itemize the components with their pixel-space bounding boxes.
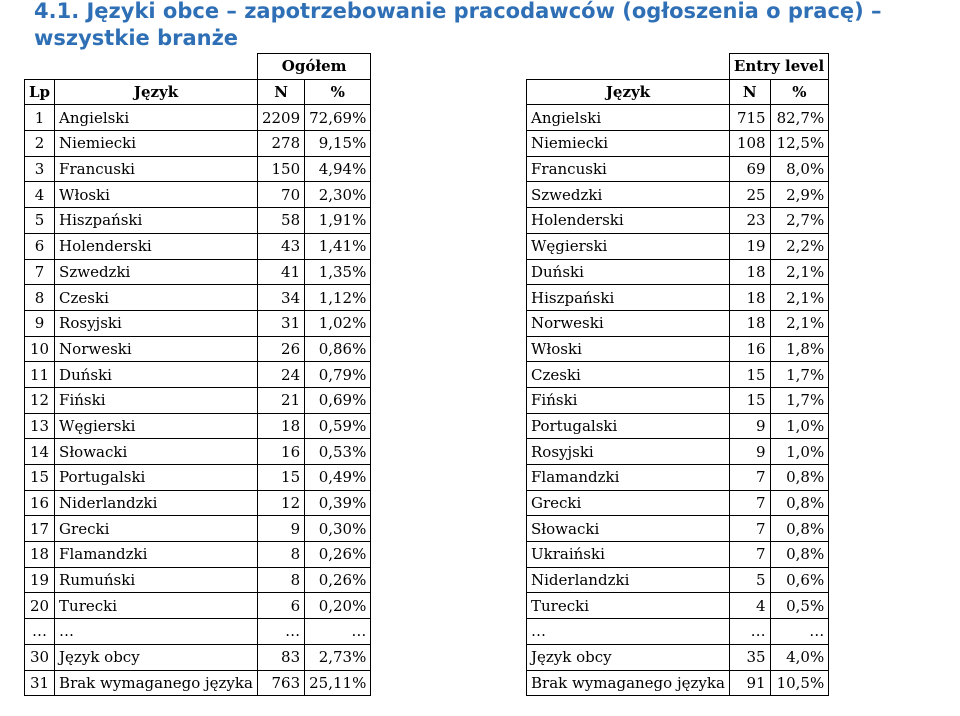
cell-percent: 82,7% bbox=[770, 105, 829, 131]
table-row bbox=[527, 182, 829, 208]
cell-percent: 1,7% bbox=[770, 362, 829, 388]
cell-language: Francuski bbox=[527, 156, 730, 182]
cell-percent: 0,8% bbox=[770, 516, 829, 542]
cell-percent: 9,15% bbox=[305, 131, 371, 157]
title-line-1: 4.1. Języki obce – zapotrzebowanie pracodawców (ogłoszenia o pracę) – bbox=[34, 0, 882, 23]
cell-language: Włoski bbox=[55, 182, 258, 208]
table-row bbox=[527, 208, 829, 234]
header-n: N bbox=[257, 79, 304, 105]
table-row bbox=[527, 131, 829, 157]
cell-lp: 3 bbox=[25, 156, 55, 182]
cell-n: 58 bbox=[257, 208, 304, 234]
cell-language: Duński bbox=[55, 362, 258, 388]
cell-n: 15 bbox=[729, 362, 770, 388]
cell-n: 24 bbox=[257, 362, 304, 388]
cell-n: 69 bbox=[729, 156, 770, 182]
table-row bbox=[25, 208, 371, 234]
cell-language: Turecki bbox=[55, 593, 258, 619]
cell-lp: 10 bbox=[25, 336, 55, 362]
cell-lp: 19 bbox=[25, 567, 55, 593]
cell-lp: 9 bbox=[25, 310, 55, 336]
cell-percent: 0,79% bbox=[305, 362, 371, 388]
cell-percent: 0,39% bbox=[305, 490, 371, 516]
table-row bbox=[25, 413, 371, 439]
cell-n: 18 bbox=[729, 259, 770, 285]
cell-n: … bbox=[729, 619, 770, 645]
cell-language: Hiszpański bbox=[55, 208, 258, 234]
cell-n: 9 bbox=[257, 516, 304, 542]
header-percent: % bbox=[305, 79, 371, 105]
cell-percent: 2,1% bbox=[770, 259, 829, 285]
cell-percent: 1,91% bbox=[305, 208, 371, 234]
cell-n: 43 bbox=[257, 233, 304, 259]
cell-n: 70 bbox=[257, 182, 304, 208]
cell-n: 5 bbox=[729, 567, 770, 593]
cell-percent: 0,59% bbox=[305, 413, 371, 439]
header-percent: % bbox=[770, 79, 829, 105]
cell-n: 18 bbox=[729, 310, 770, 336]
cell-n: 9 bbox=[729, 439, 770, 465]
table-row bbox=[25, 465, 371, 491]
table-row bbox=[527, 336, 829, 362]
cell-n: 26 bbox=[257, 336, 304, 362]
cell-n: 6 bbox=[257, 593, 304, 619]
cell-language: Brak wymaganego języka bbox=[55, 670, 258, 696]
cell-percent: 4,94% bbox=[305, 156, 371, 182]
cell-n: 19 bbox=[729, 233, 770, 259]
cell-language: Norweski bbox=[55, 336, 258, 362]
cell-language: … bbox=[527, 619, 730, 645]
table-row bbox=[25, 310, 371, 336]
table-row bbox=[527, 593, 829, 619]
cell-percent: 1,35% bbox=[305, 259, 371, 285]
cell-n: 31 bbox=[257, 310, 304, 336]
cell-n: 9 bbox=[729, 413, 770, 439]
cell-percent: … bbox=[770, 619, 829, 645]
cell-lp: 15 bbox=[25, 465, 55, 491]
table-row bbox=[527, 413, 829, 439]
cell-language: Niderlandzki bbox=[527, 567, 730, 593]
overall-table bbox=[24, 53, 371, 696]
table-row bbox=[527, 490, 829, 516]
cell-percent: 0,30% bbox=[305, 516, 371, 542]
column-header-row bbox=[25, 79, 371, 105]
cell-language: Szwedzki bbox=[527, 182, 730, 208]
cell-percent: 1,8% bbox=[770, 336, 829, 362]
group-header-row bbox=[527, 54, 829, 80]
table-row bbox=[25, 259, 371, 285]
cell-n: 8 bbox=[257, 542, 304, 568]
table-row bbox=[527, 670, 829, 696]
cell-percent: 0,20% bbox=[305, 593, 371, 619]
cell-percent: 1,12% bbox=[305, 285, 371, 311]
cell-language: Grecki bbox=[527, 490, 730, 516]
cell-percent: 2,30% bbox=[305, 182, 371, 208]
table-row bbox=[25, 233, 371, 259]
table-row bbox=[527, 285, 829, 311]
cell-language: Węgierski bbox=[55, 413, 258, 439]
cell-n: 8 bbox=[257, 567, 304, 593]
group-header-row bbox=[25, 54, 371, 80]
cell-language: Angielski bbox=[55, 105, 258, 131]
table-row bbox=[527, 387, 829, 413]
table-row bbox=[25, 182, 371, 208]
cell-lp: 20 bbox=[25, 593, 55, 619]
table-row bbox=[527, 619, 829, 645]
cell-percent: 2,7% bbox=[770, 208, 829, 234]
cell-n: 16 bbox=[729, 336, 770, 362]
title-line-2: wszystkie branże bbox=[34, 26, 239, 50]
cell-percent: 0,8% bbox=[770, 542, 829, 568]
table-row bbox=[527, 567, 829, 593]
cell-n: 16 bbox=[257, 439, 304, 465]
cell-n: 18 bbox=[729, 285, 770, 311]
cell-language: Czeski bbox=[55, 285, 258, 311]
table-row bbox=[25, 593, 371, 619]
cell-language: Portugalski bbox=[55, 465, 258, 491]
cell-n: 23 bbox=[729, 208, 770, 234]
cell-n: 15 bbox=[257, 465, 304, 491]
cell-language: Język obcy bbox=[55, 644, 258, 670]
cell-n: 7 bbox=[729, 542, 770, 568]
table-row bbox=[25, 619, 371, 645]
cell-n: 108 bbox=[729, 131, 770, 157]
cell-lp: … bbox=[25, 619, 55, 645]
cell-percent: 2,1% bbox=[770, 310, 829, 336]
table-row bbox=[527, 310, 829, 336]
cell-percent: 2,1% bbox=[770, 285, 829, 311]
cell-n: 715 bbox=[729, 105, 770, 131]
cell-n: 150 bbox=[257, 156, 304, 182]
cell-language: Brak wymaganego języka bbox=[527, 670, 730, 696]
cell-language: Holenderski bbox=[55, 233, 258, 259]
cell-language: Turecki bbox=[527, 593, 730, 619]
cell-language: … bbox=[55, 619, 258, 645]
table-row bbox=[25, 490, 371, 516]
cell-n: 83 bbox=[257, 644, 304, 670]
cell-n: 34 bbox=[257, 285, 304, 311]
cell-language: Słowacki bbox=[527, 516, 730, 542]
cell-percent: 0,6% bbox=[770, 567, 829, 593]
cell-language: Fiński bbox=[527, 387, 730, 413]
group-header-overall: Ogółem bbox=[257, 54, 370, 80]
cell-n: 4 bbox=[729, 593, 770, 619]
entry-level-table bbox=[526, 53, 829, 696]
table-row bbox=[527, 465, 829, 491]
cell-percent: 0,8% bbox=[770, 465, 829, 491]
cell-language: Słowacki bbox=[55, 439, 258, 465]
cell-percent: 0,8% bbox=[770, 490, 829, 516]
cell-language: Rosyjski bbox=[55, 310, 258, 336]
cell-percent: 0,69% bbox=[305, 387, 371, 413]
cell-percent: 0,53% bbox=[305, 439, 371, 465]
cell-n: 35 bbox=[729, 644, 770, 670]
cell-percent: 12,5% bbox=[770, 131, 829, 157]
cell-percent: 10,5% bbox=[770, 670, 829, 696]
header-language: Język bbox=[55, 79, 258, 105]
cell-percent: 1,41% bbox=[305, 233, 371, 259]
table-row bbox=[25, 439, 371, 465]
cell-language: Rosyjski bbox=[527, 439, 730, 465]
cell-n: 91 bbox=[729, 670, 770, 696]
cell-language: Węgierski bbox=[527, 233, 730, 259]
cell-lp: 11 bbox=[25, 362, 55, 388]
page-title bbox=[34, 0, 954, 52]
cell-language: Niderlandzki bbox=[55, 490, 258, 516]
cell-lp: 1 bbox=[25, 105, 55, 131]
cell-lp: 18 bbox=[25, 542, 55, 568]
cell-language: Flamandzki bbox=[55, 542, 258, 568]
table-row bbox=[527, 156, 829, 182]
header-n: N bbox=[729, 79, 770, 105]
cell-language: Holenderski bbox=[527, 208, 730, 234]
cell-percent: 0,5% bbox=[770, 593, 829, 619]
cell-percent: 0,26% bbox=[305, 542, 371, 568]
cell-language: Norweski bbox=[527, 310, 730, 336]
table-row bbox=[527, 105, 829, 131]
cell-lp: 6 bbox=[25, 233, 55, 259]
table-row bbox=[25, 670, 371, 696]
cell-n: 18 bbox=[257, 413, 304, 439]
cell-percent: 1,7% bbox=[770, 387, 829, 413]
cell-percent: 2,9% bbox=[770, 182, 829, 208]
table-row bbox=[527, 233, 829, 259]
column-header-row bbox=[527, 79, 829, 105]
cell-percent: 1,02% bbox=[305, 310, 371, 336]
cell-lp: 2 bbox=[25, 131, 55, 157]
cell-language: Rumuński bbox=[55, 567, 258, 593]
cell-percent: 25,11% bbox=[305, 670, 371, 696]
table-row bbox=[25, 387, 371, 413]
cell-n: 12 bbox=[257, 490, 304, 516]
cell-language: Włoski bbox=[527, 336, 730, 362]
cell-percent: … bbox=[305, 619, 371, 645]
cell-n: 41 bbox=[257, 259, 304, 285]
cell-lp: 8 bbox=[25, 285, 55, 311]
cell-language: Grecki bbox=[55, 516, 258, 542]
cell-percent: 1,0% bbox=[770, 439, 829, 465]
table-row bbox=[25, 516, 371, 542]
table-row bbox=[25, 362, 371, 388]
cell-lp: 16 bbox=[25, 490, 55, 516]
cell-lp: 30 bbox=[25, 644, 55, 670]
cell-percent: 0,49% bbox=[305, 465, 371, 491]
cell-language: Szwedzki bbox=[55, 259, 258, 285]
cell-lp: 14 bbox=[25, 439, 55, 465]
cell-n: 2209 bbox=[257, 105, 304, 131]
group-header-entry-level: Entry level bbox=[729, 54, 828, 80]
cell-n: 7 bbox=[729, 465, 770, 491]
table-row bbox=[527, 439, 829, 465]
table-row bbox=[25, 156, 371, 182]
cell-percent: 72,69% bbox=[305, 105, 371, 131]
cell-n: 15 bbox=[729, 387, 770, 413]
cell-language: Niemiecki bbox=[527, 131, 730, 157]
cell-percent: 4,0% bbox=[770, 644, 829, 670]
table-row bbox=[25, 336, 371, 362]
cell-lp: 4 bbox=[25, 182, 55, 208]
cell-language: Duński bbox=[527, 259, 730, 285]
cell-n: … bbox=[257, 619, 304, 645]
cell-n: 763 bbox=[257, 670, 304, 696]
cell-percent: 8,0% bbox=[770, 156, 829, 182]
cell-language: Czeski bbox=[527, 362, 730, 388]
cell-language: Niemiecki bbox=[55, 131, 258, 157]
cell-language: Angielski bbox=[527, 105, 730, 131]
cell-n: 25 bbox=[729, 182, 770, 208]
table-row bbox=[527, 259, 829, 285]
cell-lp: 7 bbox=[25, 259, 55, 285]
cell-lp: 12 bbox=[25, 387, 55, 413]
cell-language: Francuski bbox=[55, 156, 258, 182]
table-row bbox=[527, 644, 829, 670]
header-lp: Lp bbox=[25, 79, 55, 105]
cell-percent: 2,2% bbox=[770, 233, 829, 259]
cell-percent: 1,0% bbox=[770, 413, 829, 439]
cell-percent: 2,73% bbox=[305, 644, 371, 670]
header-language: Język bbox=[527, 79, 730, 105]
cell-language: Język obcy bbox=[527, 644, 730, 670]
table-row bbox=[527, 362, 829, 388]
table-row bbox=[527, 516, 829, 542]
cell-n: 278 bbox=[257, 131, 304, 157]
cell-lp: 5 bbox=[25, 208, 55, 234]
cell-n: 7 bbox=[729, 516, 770, 542]
table-row bbox=[25, 644, 371, 670]
table-row bbox=[25, 105, 371, 131]
cell-language: Hiszpański bbox=[527, 285, 730, 311]
table-row bbox=[25, 285, 371, 311]
cell-n: 7 bbox=[729, 490, 770, 516]
table-row bbox=[527, 542, 829, 568]
table-row bbox=[25, 131, 371, 157]
cell-lp: 17 bbox=[25, 516, 55, 542]
cell-percent: 0,86% bbox=[305, 336, 371, 362]
cell-lp: 31 bbox=[25, 670, 55, 696]
table-row bbox=[25, 567, 371, 593]
cell-language: Ukraiński bbox=[527, 542, 730, 568]
cell-language: Fiński bbox=[55, 387, 258, 413]
cell-language: Portugalski bbox=[527, 413, 730, 439]
cell-percent: 0,26% bbox=[305, 567, 371, 593]
cell-n: 21 bbox=[257, 387, 304, 413]
cell-lp: 13 bbox=[25, 413, 55, 439]
table-row bbox=[25, 542, 371, 568]
cell-language: Flamandzki bbox=[527, 465, 730, 491]
